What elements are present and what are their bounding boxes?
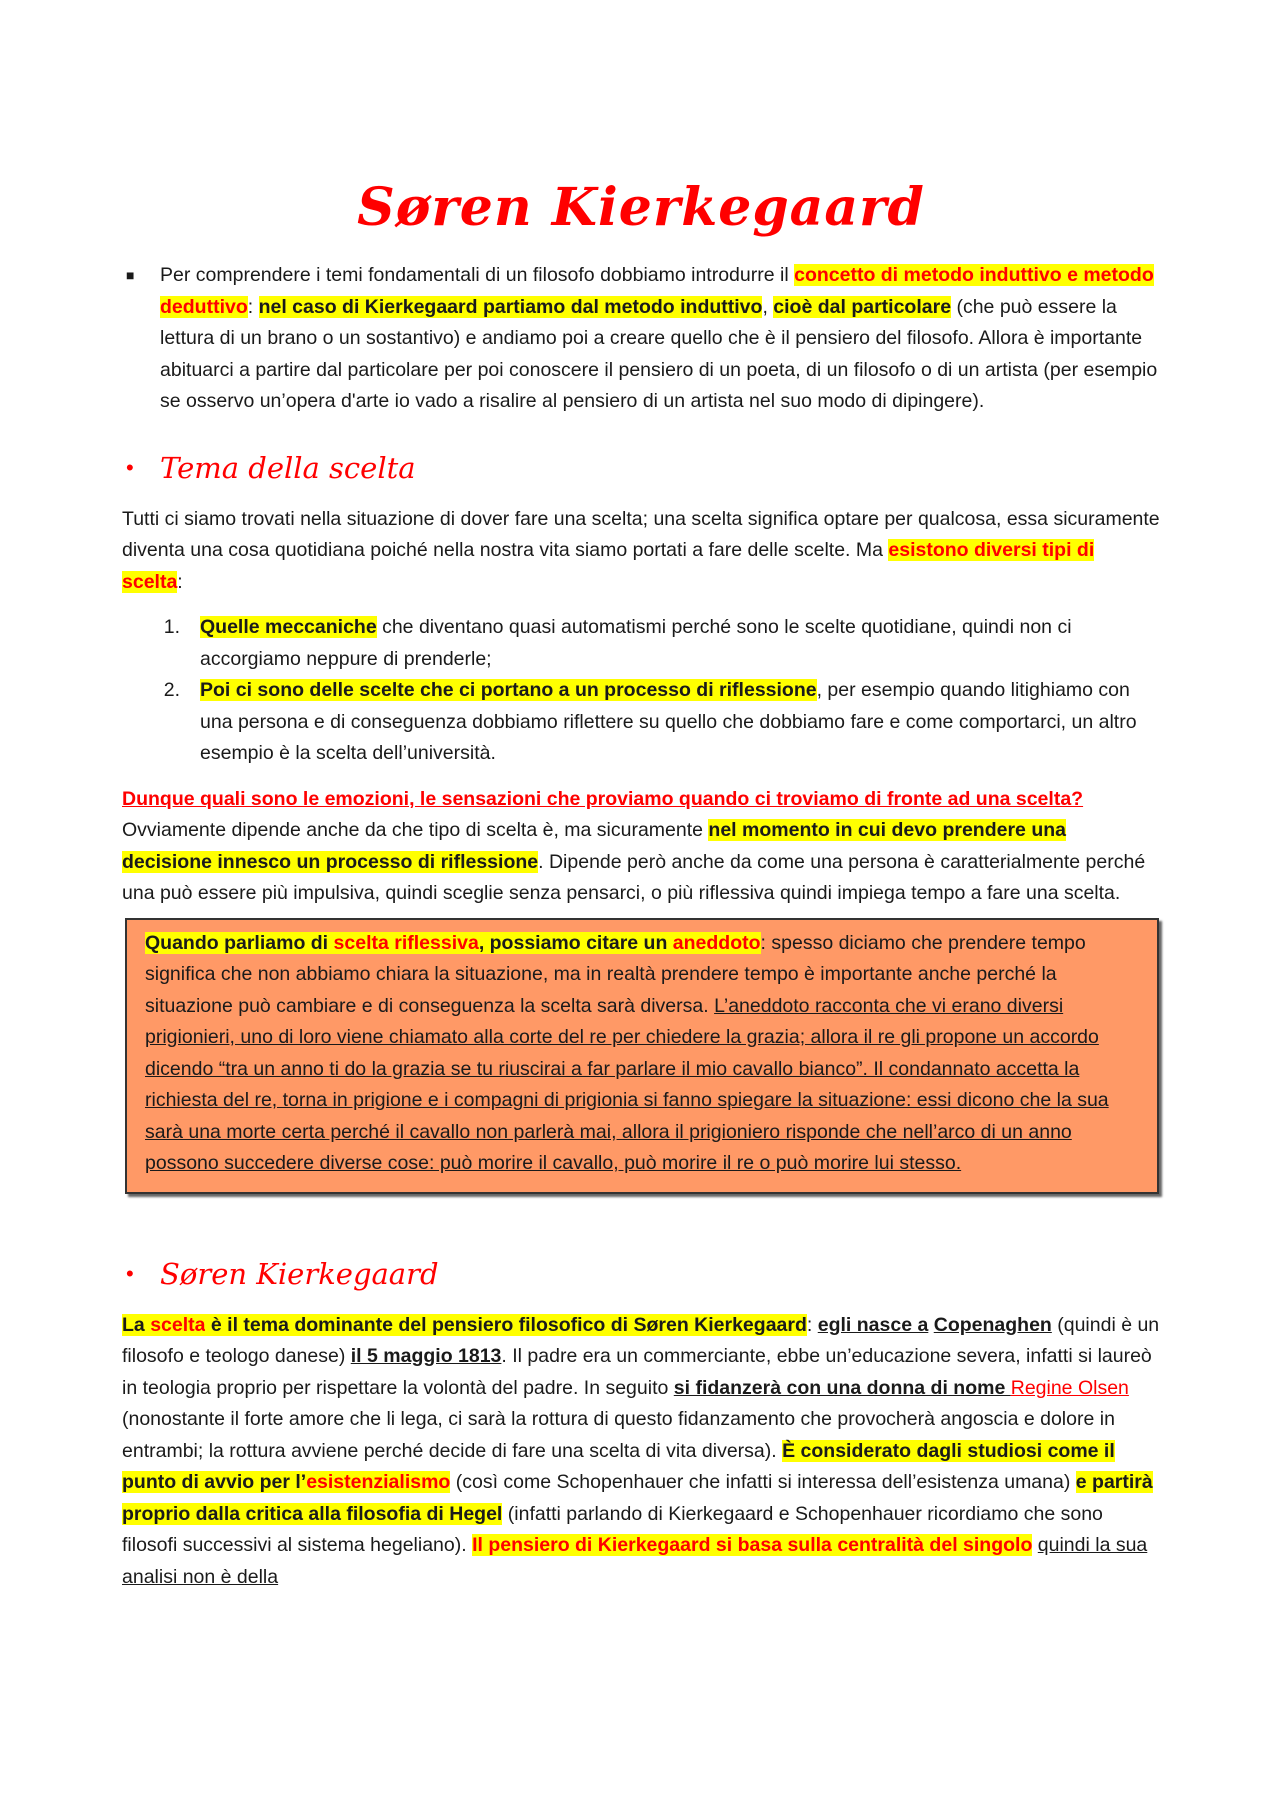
section-heading-kierkegaard bbox=[122, 1254, 1160, 1294]
bullet-dot-icon: • bbox=[126, 454, 134, 480]
paragraph-biografia: La scelta è il tema dominante del pensiero filosofico di Søren Kierkegaard: egli nasce a Copenaghen (quindi è un filosofo e teologo danese) il 5 maggio 1813. Il padre era un commerciante, ebbe un’educazione severa, infatti si laureò in teologia proprio per rispettare la volontà del padre. In seguito si fidanzerà con una donna di nome Regine Olsen (nonostante il forte amore che li lega, ci sarà la rottura di questo fidanzamento che provocherà angoscia e dolore in entrambi; la rottura avviene perché decide di fare una scelta di vita diversa). È considerato dagli studiosi come il punto di avvio per l’esistenzialismo (così come Schopenhauer che infatti si interessa dell’esistenza umana) e partirà proprio dalla critica alla filosofia di Hegel (infatti parlando di Kierkegaard e Schopenhauer ricordiamo che sono filosofi successivi al sistema hegeliano). Il pensiero di Kierkegaard si basa sulla centralità del singolo quindi la sua analisi non è della bbox=[122, 1313, 1160, 1588]
list-item: 2. Poi ci sono delle scelte che ci portano a un processo di riflessione, per esempio quando litighiamo con una persona e di conseguenza dobbiamo riflettere su quello che dobbiamo fare e come comportarci, un altro esempio è la scelta dell’università. bbox=[163, 679, 1137, 764]
section-title: Tema della scelta bbox=[160, 450, 416, 485]
paragraph-scelta: Tutti ci siamo trovati nella situazione di dover fare una scelta; una scelta significa optare per qualcosa, essa sicuramente diventa una cosa quotidiana poiché nella nostra vita siamo portati a fare delle scelte. Ma esistono diversi tipi di scelta: bbox=[122, 507, 1160, 593]
document-title: Søren Kierkegaard bbox=[357, 177, 925, 238]
intro-bullet bbox=[122, 260, 1160, 418]
intro-paragraph: Per comprendere i temi fondamentali di un filosofo dobbiamo introdurre il concetto di metodo induttivo e metodo deduttivo: nel caso di Kierkegaard partiamo dal metodo induttivo, cioè dal particolare (che può essere la lettura di un brano o un sostantivo) e andiamo poi a creare quello che è il pensiero del filosofo. Allora è importante abituarci a partire dal particolare per poi conoscere il pensiero di un poeta, di un filosofo o di un artista (per esempio se osservo un’opera d'arte io vado a risalire al pensiero di un artista nel suo modo di dipingere). bbox=[160, 264, 1158, 412]
paragraph-riflessione: Ovviamente dipende anche da che tipo di scelta è, ma sicuramente nel momento in cui devo prendere una decisione innesco un processo di riflessione. Dipende però anche da come una persona è caratterialmente perché una può essere più impulsiva, quindi sceglie senza pensarci, o più riflessiva quindi impiega tempo a fare una scelta. bbox=[122, 819, 1146, 904]
square-bullet-icon: ■ bbox=[126, 267, 135, 283]
bullet-dot-icon: • bbox=[126, 1260, 134, 1286]
section-heading-scelta bbox=[122, 448, 1160, 488]
choice-types-list bbox=[122, 612, 1160, 770]
anecdote-text: Quando parliamo di scelta riflessiva, possiamo citare un aneddoto: spesso diciamo che prendere tempo significa che non abbiamo chiara la situazione, ma in realtà prendere tempo è importante anche perché la situazione può cambiare e di conseguenza la scelta sarà diversa. L’aneddoto racconta che vi erano diversi prigionieri, uno di loro viene chiamato alla corte del re per chiedere la grazia; allora il re gli propone un accordo dicendo “tra un anno ti do la grazia se tu riuscirai a far parlare il mio cavallo bianco”. Il condannato accetta la richiesta del re, torna in prigione e i compagni di prigionia si fanno spiegare la situazione: essi dicono che la sua sarà una morte certa perché il cavallo non parlerà mai, allora il prigioniero risponde che nell’arco di un anno possono succedere diverse cose: può morire il cavallo, può morire il re o può morire lui stesso. bbox=[145, 931, 1109, 1174]
question-heading: Dunque quali sono le emozioni, le sensazioni che proviamo quando ci troviamo di fronte ad una scelta? bbox=[122, 787, 1084, 810]
anecdote-box bbox=[125, 918, 1159, 1194]
list-item: 1. Quelle meccaniche che diventano quasi automatismi perché sono le scelte quotidiane, quindi non ci accorgiamo neppure di prenderle; bbox=[163, 616, 1072, 670]
section-title: Søren Kierkegaard bbox=[160, 1256, 439, 1291]
